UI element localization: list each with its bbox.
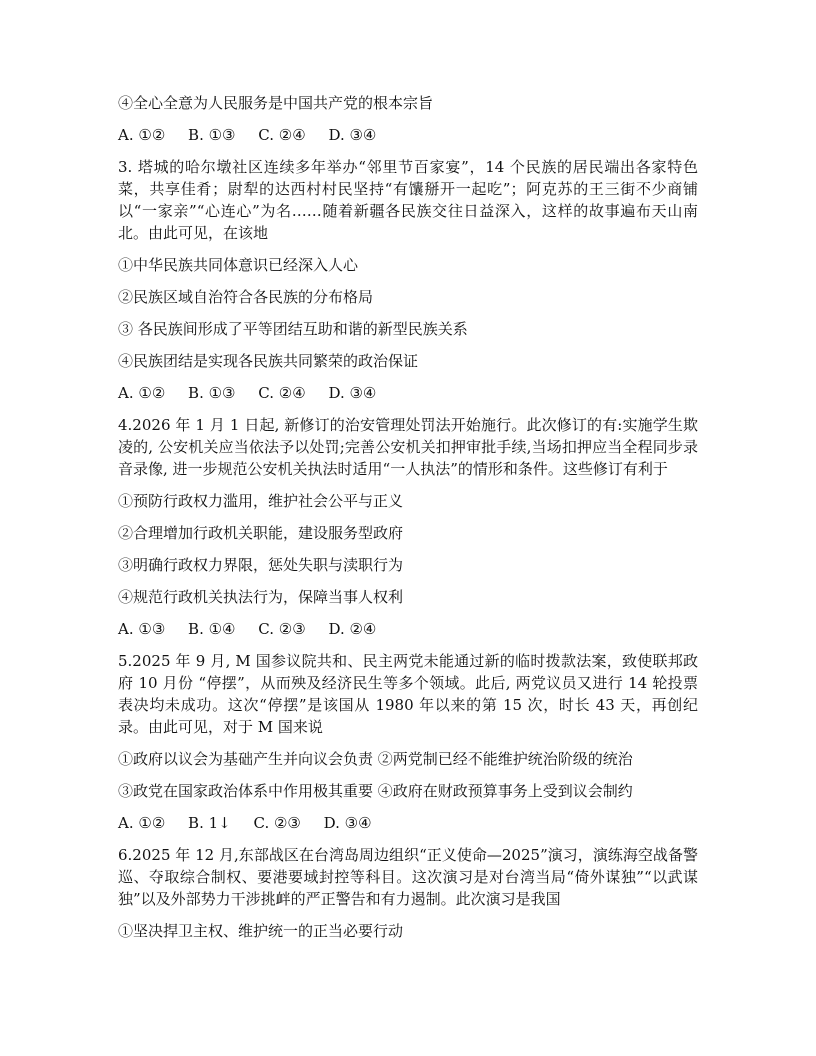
q3-item-1: ①中华民族共同体意识已经深入人心 (118, 256, 359, 274)
q5-items-line-1: ①政府以议会为基础产生并向议会负责 ②两党制已经不能维护统治阶级的统治 (118, 750, 633, 768)
q2-item-4: ④全心全意为人民服务是中国共产党的根本宗旨 (118, 94, 434, 112)
q4-option-c: C. ②③ (258, 620, 306, 638)
q6-item-1: ①坚决捍卫主权、维护统一的正当必要行动 (118, 922, 404, 940)
q3-item-2: ②民族区域自治符合各民族的分布格局 (118, 288, 374, 306)
q3-stem: 3. 塔城的哈尔墩社区连续多年举办“邻里节百家宴”，14 个民族的居民端出各家特色菜，共享佳肴；尉犁的达西村村民坚持“有馕掰开一起吃”；阿克苏的王三街不少商铺以“一家亲”“心连心”为名……随着新疆各民族交往日益深入，这样的故事遍布天山南北。由此可见，在该地 (118, 158, 698, 242)
q6-stem: 6.2025 年 12 月,东部战区在台湾岛周边组织“正义使命—2025”演习，演练海空战备警巡、夺取综合制权、要港要域封控等科目。这次演习是对台湾当局“倚外谋独”“以武谋独”以及外部势力干涉挑衅的严正警告和有力遏制。此次演习是我国 (118, 846, 698, 908)
q3-option-a: A. ①② (118, 384, 166, 402)
q5-option-c: C. ②③ (253, 814, 301, 832)
q4-item-1: ①预防行政权力滥用，维护社会公平与正义 (118, 492, 404, 510)
q3-option-d: D. ③④ (328, 384, 377, 402)
q5-option-a: A. ①② (118, 814, 166, 832)
q3-item-4: ④民族团结是实现各民族共同繁荣的政治保证 (118, 352, 419, 370)
q2-options (118, 124, 698, 146)
q4-option-b: B. ①④ (188, 620, 236, 638)
q5-options (118, 812, 698, 834)
q4-option-a: A. ①③ (118, 620, 166, 638)
q4-item-2: ②合理增加行政机关职能，建设服务型政府 (118, 524, 404, 542)
q2-option-d: D. ③④ (328, 126, 377, 144)
q4-option-d: D. ②④ (328, 620, 377, 638)
q5-items-line-2: ③政党在国家政治体系中作用极其重要 ④政府在财政预算事务上受到议会制约 (118, 782, 633, 800)
q2-option-a: A. ①② (118, 126, 166, 144)
q4-stem: 4.2026 年 1 月 1 日起, 新修订的治安管理处罚法开始施行。此次修订的有:实施学生欺凌的, 公安机关应当依法予以处罚;完善公安机关扣押审批手续,当场扣押应当全程同步录音录像, 进一步规范公安机关执法时适用“一人执法”的情形和条件。这些修订有利于 (118, 416, 698, 478)
document-page (118, 92, 698, 952)
q5-option-b: B. 1↓ (188, 814, 231, 832)
q3-item-3: ③ 各民族间形成了平等团结互助和谐的新型民族关系 (118, 320, 468, 338)
q3-option-b: B. ①③ (188, 384, 236, 402)
q2-option-c: C. ②④ (258, 126, 306, 144)
q3-option-c: C. ②④ (258, 384, 306, 402)
q5-stem: 5.2025 年 9 月, M 国参议院共和、民主两党未能通过新的临时拨款法案，致使联邦政府 10 月份 “停摆”，从而殃及经济民生等多个领域。此后, 两党议员又进行 14 轮投票表决均未成功。这次“停摆”是该国从 1980 年以来的第 15 次，时长 43 天，再创纪录。由此可见，对于 M 国来说 (118, 652, 698, 736)
q4-item-4: ④规范行政机关执法行为，保障当事人权利 (118, 588, 404, 606)
q4-options (118, 618, 698, 640)
q3-options (118, 382, 698, 404)
q4-item-3: ③明确行政权力界限，惩处失职与渎职行为 (118, 556, 404, 574)
q5-option-d: D. ③④ (323, 814, 372, 832)
q2-option-b: B. ①③ (188, 126, 236, 144)
